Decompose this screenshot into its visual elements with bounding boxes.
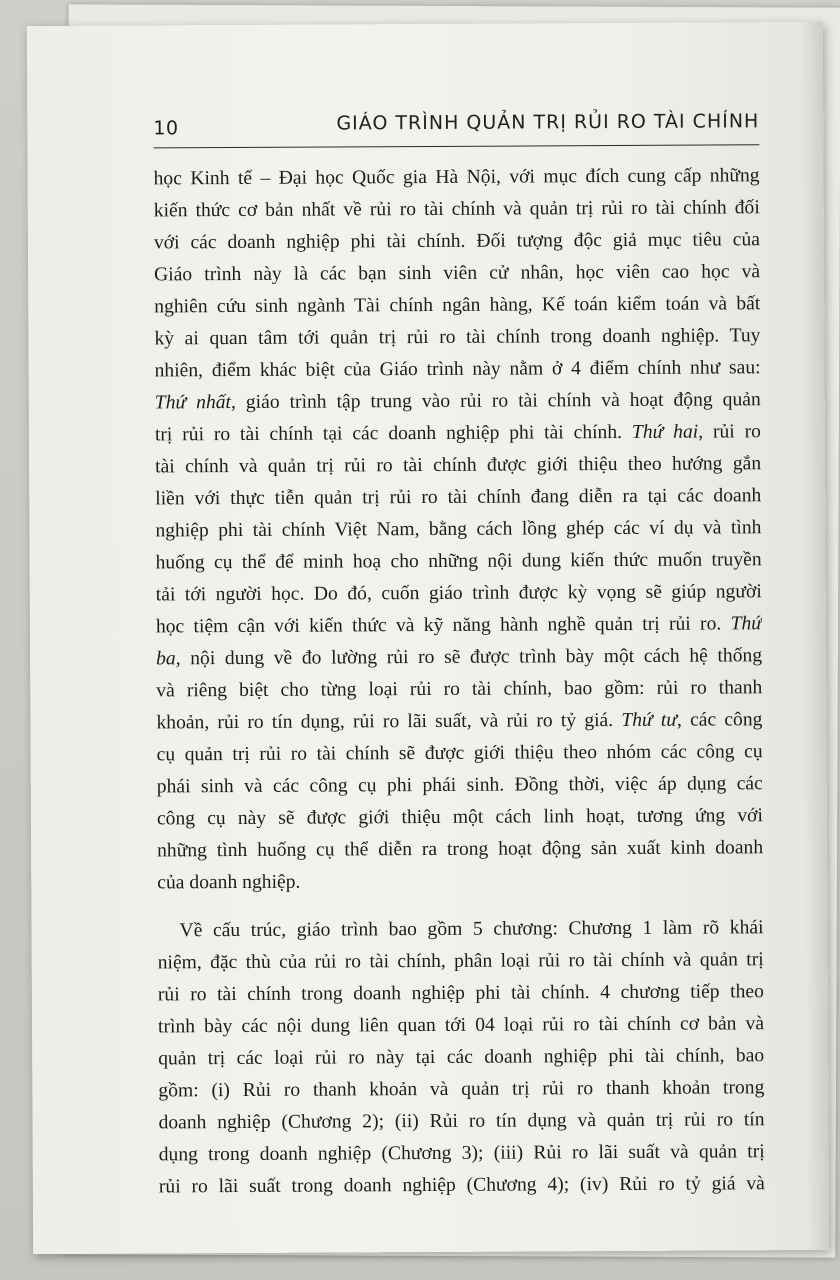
text-line xyxy=(156,608,762,643)
text-segment: những tình huống cụ thể diễn ra trong hoạt động sản xuất kinh doanh xyxy=(157,837,764,862)
text-segment: với các doanh nghiệp phi tài chính. Đối tượng độc giả mục tiêu của xyxy=(153,229,760,254)
text-segment: trị rủi ro tài chính tại các doanh nghiệp phi tài chính. xyxy=(154,421,632,446)
paragraph-2 xyxy=(157,912,764,1203)
text-segment: , rủi ro xyxy=(698,421,761,443)
text-segment: công cụ này sẽ được giới thiệu một cách linh hoạt, tương ứng với xyxy=(156,805,763,830)
text-segment: cụ quản trị rủi ro tài chính sẽ được giới thiệu theo nhóm các công cụ xyxy=(156,741,763,766)
italic-phrase: Thứ tư xyxy=(621,709,678,731)
page-number: 10 xyxy=(153,117,179,140)
text-line xyxy=(154,160,760,195)
body-text xyxy=(154,160,765,1203)
text-line xyxy=(156,704,762,739)
text-line: Về cấu trúc, giáo trình bao gồm 5 chương: Chương 1 làm rõ khái xyxy=(179,917,764,942)
text-segment: tải tới người học. Do đó, cuốn giáo trình được kỳ vọng sẽ giúp người xyxy=(155,581,762,606)
italic-phrase: ba xyxy=(156,648,176,670)
text-segment: , các công xyxy=(676,709,763,731)
text-line xyxy=(154,192,760,227)
text-line xyxy=(157,800,763,835)
italic-phrase: Thứ xyxy=(730,613,762,635)
text-line xyxy=(157,768,763,803)
text-segment: Giáo trình này là các bạn sinh viên cử nhân, học viên cao học và xyxy=(154,261,761,286)
text-segment: nhiên, điểm khác biệt của Giáo trình này nằm ở 4 điểm chính như sau: xyxy=(154,357,761,382)
text-line xyxy=(154,320,760,355)
text-segment: nghiên cứu sinh ngành Tài chính ngân hàng, Kế toán kiểm toán và bất xyxy=(154,293,761,318)
text-line xyxy=(155,512,761,547)
italic-phrase: Thứ nhất xyxy=(154,392,232,414)
italic-phrase: Thứ hai xyxy=(631,421,699,443)
text-line xyxy=(154,224,760,259)
text-segment: tài chính và quản trị rủi ro tài chính được giới thiệu theo hướng gắn xyxy=(155,453,762,478)
text-segment: và riêng biệt cho từng loại rủi ro tài chính, bao gồm: rủi ro thanh xyxy=(156,677,763,702)
book-title: GIÁO TRÌNH QUẢN TRỊ RỦI RO TÀI CHÍNH xyxy=(336,110,760,135)
text-line xyxy=(156,544,762,579)
text-line xyxy=(156,672,762,707)
text-segment: liền với thực tiễn quản trị rủi ro tài chính đang diễn ra tại các doanh xyxy=(155,485,762,510)
text-segment: kỳ ai quan tâm tới quản trị rủi ro tài chính trong doanh nghiệp. Tuy xyxy=(154,325,761,350)
text-segment: huống cụ thể để minh hoạ cho những nội dung kiến thức muốn truyền xyxy=(155,549,762,574)
text-line xyxy=(157,832,763,867)
running-header xyxy=(153,108,759,148)
text-line: niệm, đặc thù của rủi ro tài chính, phân loại rủi ro tài chính và quản trị xyxy=(157,949,764,974)
text-line xyxy=(157,736,763,771)
text-line xyxy=(155,384,761,419)
text-segment: phái sinh và các công cụ phi phái sinh. Đồng thời, việc áp dụng các xyxy=(156,773,763,798)
text-line: dụng trong doanh nghiệp (Chương 3); (iii) Rủi ro lãi suất và quản trị xyxy=(158,1141,765,1166)
text-line: trình bày các nội dung liên quan tới 04 loại rủi ro tài chính cơ bản và xyxy=(157,1013,765,1038)
text-segment: , nội dung về đo lường rủi ro sẽ được trình bày một cách hệ thống xyxy=(175,645,763,670)
text-line: doanh nghiệp (Chương 2); (ii) Rủi ro tín dụng và quản trị rủi ro tín xyxy=(158,1109,765,1134)
text-segment: khoản, rủi ro tín dụng, rủi ro lãi suất, và rủi ro tỷ giá. xyxy=(156,709,622,734)
text-line xyxy=(155,448,761,483)
text-segment: nghiệp phi tài chính Việt Nam, bằng cách lồng ghép các ví dụ và tình xyxy=(155,517,762,542)
text-segment: học Kinh tế – Đại học Quốc gia Hà Nội, với mục đích cung cấp những xyxy=(153,165,760,190)
text-line: rủi ro tài chính trong doanh nghiệp phi tài chính. 4 chương tiếp theo xyxy=(157,981,764,1006)
text-line: rủi ro lãi suất trong doanh nghiệp (Chương 4); (iv) Rủi ro tỷ giá và xyxy=(158,1173,765,1198)
text-segment: của doanh nghiệp. xyxy=(157,871,301,894)
text-line xyxy=(155,352,761,387)
text-segment: , giáo trình tập trung vào rủi ro tài chính và hoạt động quản xyxy=(230,389,761,414)
text-segment: học tiệm cận với kiến thức và kỹ năng hành nghề quản trị rủi ro. xyxy=(155,613,731,638)
text-line xyxy=(156,640,762,675)
text-line: gồm: (i) Rủi ro thanh khoản và quản trị rủi ro thanh khoản trong xyxy=(158,1077,765,1102)
book-page xyxy=(27,22,829,1254)
text-line xyxy=(157,864,763,899)
text-segment: kiến thức cơ bản nhất về rủi ro tài chính và quản trị rủi ro tài chính đối xyxy=(153,197,760,222)
text-line xyxy=(154,288,760,323)
text-line xyxy=(154,256,760,291)
text-line xyxy=(155,480,761,515)
paragraph-1 xyxy=(154,160,764,899)
text-line xyxy=(156,576,762,611)
text-line: quản trị các loại rủi ro này tại các doanh nghiệp phi tài chính, bao xyxy=(158,1045,765,1070)
text-line xyxy=(155,416,761,451)
